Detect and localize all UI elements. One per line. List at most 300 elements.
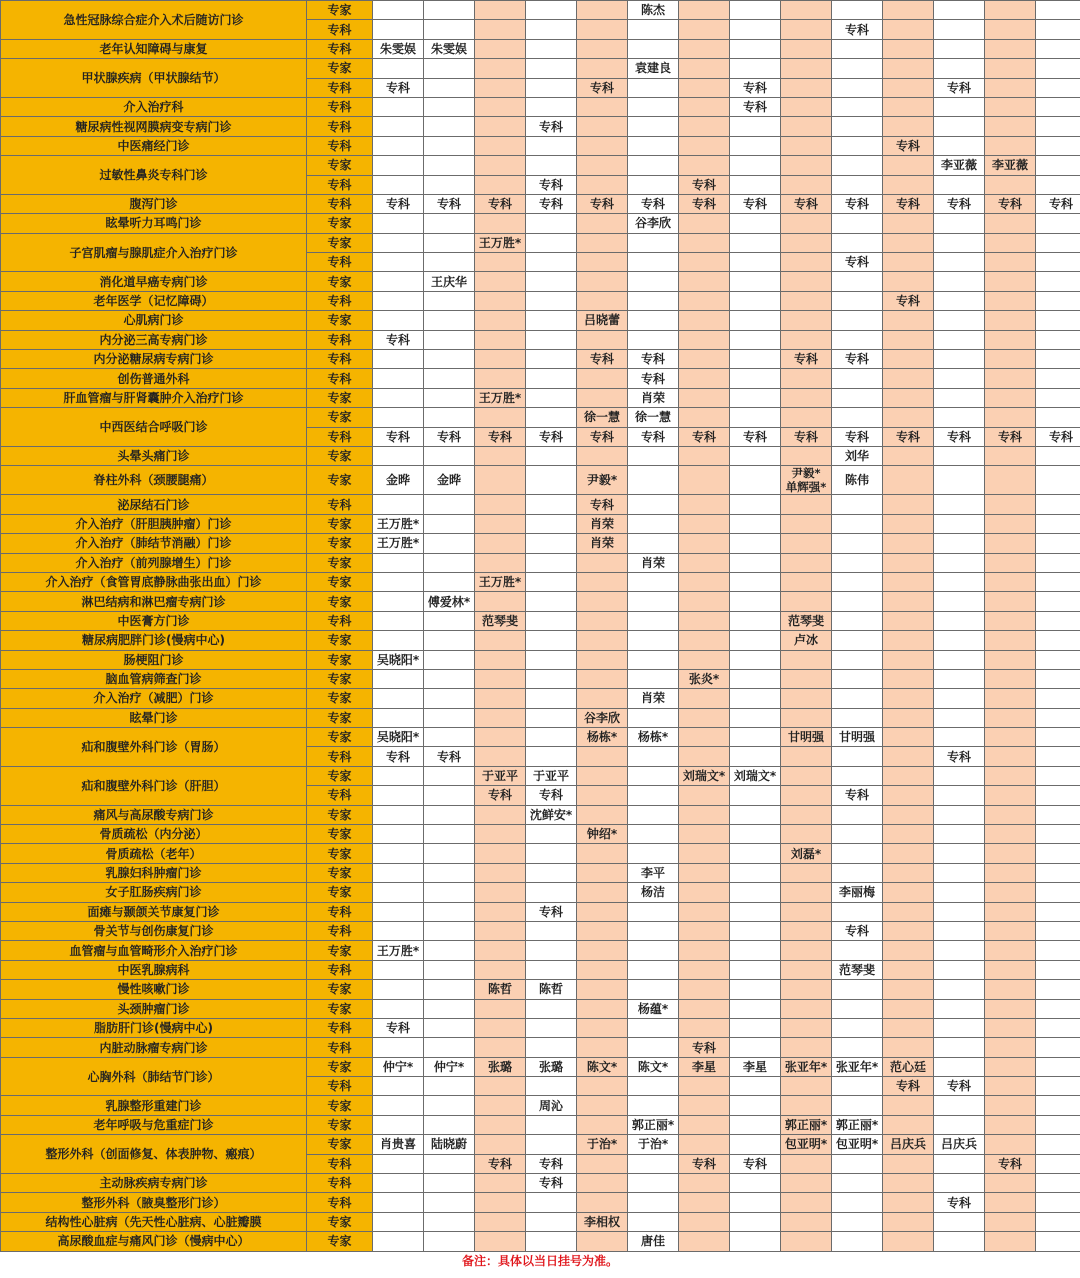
schedule-cell <box>577 1232 628 1251</box>
schedule-cell <box>730 689 781 708</box>
schedule-cell <box>577 941 628 960</box>
table-row <box>1 1038 1080 1057</box>
schedule-cell <box>577 572 628 591</box>
schedule-cell <box>781 233 832 252</box>
schedule-cell <box>577 388 628 407</box>
schedule-cell <box>985 78 1036 97</box>
schedule-cell <box>424 233 475 252</box>
schedule-cell <box>985 59 1036 78</box>
department-name: 中医膏方门诊 <box>1 611 307 630</box>
schedule-cell <box>781 863 832 882</box>
table-row <box>1 728 1080 747</box>
schedule-cell <box>526 572 577 591</box>
schedule-cell <box>373 1096 424 1115</box>
schedule-cell <box>730 805 781 824</box>
schedule-cell: 于亚平 <box>526 766 577 785</box>
department-name: 中医乳腺病科 <box>1 960 307 979</box>
schedule-cell <box>475 844 526 863</box>
schedule-cell <box>832 78 883 97</box>
schedule-cell <box>373 980 424 999</box>
schedule-cell: 张亚年* <box>781 1057 832 1076</box>
schedule-cell: 沈鲜安* <box>526 805 577 824</box>
schedule-cell: 专科 <box>883 427 934 446</box>
schedule-cell <box>526 446 577 465</box>
schedule-cell <box>781 902 832 921</box>
schedule-cell <box>526 408 577 427</box>
schedule-cell <box>883 592 934 611</box>
schedule-cell <box>1036 1212 1080 1231</box>
table-row <box>1 59 1080 78</box>
schedule-cell: 专科 <box>985 194 1036 213</box>
schedule-cell <box>781 388 832 407</box>
schedule-cell <box>679 883 730 902</box>
schedule-cell <box>934 291 985 310</box>
schedule-cell <box>832 330 883 349</box>
schedule-cell <box>781 825 832 844</box>
table-row <box>1 1115 1080 1134</box>
schedule-cell <box>985 350 1036 369</box>
schedule-cell <box>1036 214 1080 233</box>
schedule-cell <box>373 689 424 708</box>
schedule-cell <box>628 844 679 863</box>
schedule-cell <box>934 233 985 252</box>
schedule-cell: 专科 <box>934 427 985 446</box>
table-row <box>1 369 1080 388</box>
schedule-cell <box>832 136 883 155</box>
schedule-cell: 专科 <box>373 194 424 213</box>
schedule-cell <box>475 805 526 824</box>
clinic-type: 专家 <box>307 980 373 999</box>
schedule-cell <box>373 1038 424 1057</box>
schedule-cell <box>1036 611 1080 630</box>
schedule-cell <box>475 466 526 495</box>
schedule-cell <box>730 350 781 369</box>
schedule-cell <box>526 330 577 349</box>
schedule-cell <box>424 1 475 20</box>
department-name: 子宫肌瘤与腺肌症介入治疗门诊 <box>1 233 307 272</box>
schedule-cell <box>883 960 934 979</box>
schedule-cell <box>424 1115 475 1134</box>
schedule-cell <box>679 786 730 805</box>
schedule-cell <box>526 136 577 155</box>
schedule-cell <box>883 786 934 805</box>
schedule-cell <box>679 1135 730 1154</box>
schedule-cell <box>373 408 424 427</box>
schedule-cell <box>934 311 985 330</box>
schedule-cell <box>985 534 1036 553</box>
schedule-cell <box>679 650 730 669</box>
schedule-cell <box>883 272 934 291</box>
schedule-cell: 专科 <box>475 194 526 213</box>
schedule-cell <box>832 1096 883 1115</box>
schedule-cell <box>730 311 781 330</box>
schedule-cell <box>577 631 628 650</box>
schedule-cell <box>526 39 577 58</box>
schedule-cell: 李亚薇 <box>934 156 985 175</box>
clinic-type: 专科 <box>307 960 373 979</box>
schedule-cell: 唐佳 <box>628 1232 679 1251</box>
schedule-cell <box>1036 650 1080 669</box>
clinic-type: 专科 <box>307 291 373 310</box>
clinic-type: 专家 <box>307 941 373 960</box>
schedule-cell <box>781 78 832 97</box>
schedule-cell <box>373 708 424 727</box>
schedule-cell <box>577 1 628 20</box>
schedule-cell: 张亚年* <box>832 1057 883 1076</box>
schedule-cell <box>781 291 832 310</box>
schedule-cell <box>1036 446 1080 465</box>
department-name: 骨质疏松（老年） <box>1 844 307 863</box>
schedule-cell: 袁建良 <box>628 59 679 78</box>
clinic-type: 专家 <box>307 728 373 747</box>
schedule-cell <box>730 669 781 688</box>
schedule-cell <box>526 669 577 688</box>
schedule-cell <box>934 495 985 514</box>
schedule-cell <box>679 825 730 844</box>
schedule-cell: 陈杰 <box>628 1 679 20</box>
schedule-cell <box>526 941 577 960</box>
schedule-cell <box>628 514 679 533</box>
schedule-cell <box>475 1193 526 1212</box>
schedule-cell: 专科 <box>934 1077 985 1096</box>
schedule-cell <box>985 514 1036 533</box>
schedule-cell: 杨洁 <box>628 883 679 902</box>
schedule-cell <box>730 233 781 252</box>
schedule-cell: 仲宁* <box>373 1057 424 1076</box>
schedule-cell <box>526 534 577 553</box>
schedule-cell <box>730 1038 781 1057</box>
schedule-cell <box>883 572 934 591</box>
schedule-cell <box>730 1212 781 1231</box>
clinic-type: 专家 <box>307 388 373 407</box>
schedule-cell <box>526 747 577 766</box>
schedule-cell <box>730 902 781 921</box>
schedule-cell <box>1036 253 1080 272</box>
schedule-cell <box>883 1193 934 1212</box>
schedule-cell <box>934 708 985 727</box>
schedule-cell <box>934 1038 985 1057</box>
schedule-cell <box>730 553 781 572</box>
department-name: 创伤普通外科 <box>1 369 307 388</box>
schedule-cell <box>628 941 679 960</box>
schedule-cell <box>883 214 934 233</box>
schedule-cell <box>781 766 832 785</box>
schedule-cell <box>985 233 1036 252</box>
schedule-cell <box>679 39 730 58</box>
schedule-cell <box>628 611 679 630</box>
schedule-cell <box>475 272 526 291</box>
schedule-cell <box>883 253 934 272</box>
schedule-cell <box>679 408 730 427</box>
schedule-cell <box>526 553 577 572</box>
table-row <box>1 999 1080 1018</box>
schedule-cell <box>679 117 730 136</box>
schedule-cell: 专科 <box>628 427 679 446</box>
schedule-cell <box>781 883 832 902</box>
schedule-cell <box>781 1232 832 1251</box>
clinic-type: 专科 <box>307 1018 373 1037</box>
schedule-cell <box>373 805 424 824</box>
schedule-cell <box>424 388 475 407</box>
department-name: 甲状腺疾病（甲状腺结节） <box>1 59 307 98</box>
schedule-cell <box>934 1018 985 1037</box>
clinic-type: 专家 <box>307 669 373 688</box>
schedule-cell: 王万胜* <box>475 388 526 407</box>
schedule-cell <box>577 844 628 863</box>
schedule-cell <box>934 136 985 155</box>
schedule-cell <box>373 669 424 688</box>
schedule-cell <box>832 495 883 514</box>
schedule-cell <box>577 902 628 921</box>
schedule-cell <box>424 369 475 388</box>
schedule-cell: 专科 <box>424 427 475 446</box>
schedule-cell <box>1036 97 1080 116</box>
schedule-cell <box>679 446 730 465</box>
schedule-cell <box>985 311 1036 330</box>
schedule-cell <box>526 960 577 979</box>
table-row <box>1 214 1080 233</box>
schedule-cell <box>934 1232 985 1251</box>
schedule-cell <box>424 1232 475 1251</box>
schedule-cell <box>424 495 475 514</box>
schedule-cell <box>985 1057 1036 1076</box>
schedule-cell <box>832 1 883 20</box>
schedule-cell <box>832 592 883 611</box>
schedule-cell: 肖荣 <box>628 553 679 572</box>
schedule-cell <box>781 136 832 155</box>
schedule-cell <box>985 766 1036 785</box>
schedule-cell <box>985 97 1036 116</box>
schedule-cell: 专科 <box>424 194 475 213</box>
schedule-cell <box>934 39 985 58</box>
schedule-cell <box>475 1018 526 1037</box>
table-row <box>1 1174 1080 1193</box>
schedule-cell: 范琴斐 <box>781 611 832 630</box>
schedule-cell <box>832 1174 883 1193</box>
schedule-cell <box>934 369 985 388</box>
schedule-cell <box>526 631 577 650</box>
schedule-cell <box>424 999 475 1018</box>
schedule-cell <box>883 728 934 747</box>
schedule-cell <box>883 233 934 252</box>
schedule-cell <box>730 747 781 766</box>
department-name: 老年呼吸与危重症门诊 <box>1 1115 307 1134</box>
clinic-type: 专家 <box>307 825 373 844</box>
schedule-cell <box>679 553 730 572</box>
schedule-cell <box>1036 708 1080 727</box>
table-row <box>1 941 1080 960</box>
schedule-cell <box>628 1096 679 1115</box>
schedule-cell <box>832 39 883 58</box>
clinic-type: 专家 <box>307 408 373 427</box>
schedule-cell <box>424 330 475 349</box>
schedule-cell <box>628 1193 679 1212</box>
schedule-cell <box>1036 572 1080 591</box>
schedule-cell: 吕晓蕾 <box>577 311 628 330</box>
schedule-cell <box>628 253 679 272</box>
schedule-cell: 李丽梅 <box>832 883 883 902</box>
schedule-cell <box>934 902 985 921</box>
schedule-cell <box>985 1018 1036 1037</box>
schedule-cell: 专科 <box>781 194 832 213</box>
schedule-cell <box>577 136 628 155</box>
table-row <box>1 960 1080 979</box>
schedule-cell <box>475 1077 526 1096</box>
clinic-type: 专家 <box>307 1135 373 1154</box>
schedule-cell <box>577 611 628 630</box>
schedule-cell <box>934 786 985 805</box>
schedule-cell <box>883 708 934 727</box>
schedule-cell <box>628 1018 679 1037</box>
schedule-cell <box>679 1174 730 1193</box>
schedule-cell <box>373 291 424 310</box>
schedule-cell <box>679 1115 730 1134</box>
table-row <box>1 39 1080 58</box>
schedule-cell <box>424 117 475 136</box>
schedule-cell <box>781 39 832 58</box>
schedule-cell: 专科 <box>730 1154 781 1173</box>
schedule-cell <box>883 78 934 97</box>
schedule-cell <box>1036 631 1080 650</box>
schedule-cell <box>577 650 628 669</box>
schedule-cell <box>577 1096 628 1115</box>
schedule-cell: 张炎* <box>679 669 730 688</box>
schedule-cell: 专科 <box>526 786 577 805</box>
schedule-cell <box>985 941 1036 960</box>
schedule-cell <box>679 728 730 747</box>
schedule-cell <box>577 669 628 688</box>
schedule-cell <box>526 592 577 611</box>
schedule-cell <box>424 825 475 844</box>
schedule-cell: 刘瑞文* <box>730 766 781 785</box>
schedule-cell <box>934 592 985 611</box>
clinic-type: 专家 <box>307 1 373 20</box>
clinic-type: 专科 <box>307 253 373 272</box>
schedule-cell <box>985 883 1036 902</box>
table-row <box>1 844 1080 863</box>
schedule-cell <box>1036 466 1080 495</box>
department-name: 内脏动脉瘤专病门诊 <box>1 1038 307 1057</box>
schedule-cell: 刘华 <box>832 446 883 465</box>
schedule-cell <box>577 39 628 58</box>
schedule-cell <box>475 175 526 194</box>
clinic-type: 专家 <box>307 1115 373 1134</box>
schedule-cell <box>730 291 781 310</box>
schedule-cell: 朱雯娱 <box>373 39 424 58</box>
clinic-type: 专科 <box>307 1154 373 1173</box>
schedule-cell <box>577 689 628 708</box>
schedule-cell <box>985 1038 1036 1057</box>
department-name: 腹泻门诊 <box>1 194 307 213</box>
schedule-cell <box>526 1135 577 1154</box>
schedule-cell <box>985 495 1036 514</box>
schedule-cell <box>475 350 526 369</box>
schedule-cell <box>781 592 832 611</box>
schedule-cell <box>577 1115 628 1134</box>
table-row <box>1 97 1080 116</box>
schedule-cell: 吕庆兵 <box>934 1135 985 1154</box>
schedule-cell <box>934 863 985 882</box>
clinic-type: 专科 <box>307 350 373 369</box>
clinic-type: 专家 <box>307 708 373 727</box>
schedule-cell <box>883 902 934 921</box>
department-name: 中医痛经门诊 <box>1 136 307 155</box>
table-row <box>1 534 1080 553</box>
department-name: 急性冠脉综合症介入术后随访门诊 <box>1 1 307 40</box>
schedule-cell <box>832 941 883 960</box>
schedule-cell: 杨蕴* <box>628 999 679 1018</box>
schedule-cell <box>832 1193 883 1212</box>
schedule-cell <box>373 311 424 330</box>
schedule-cell <box>883 669 934 688</box>
schedule-cell <box>985 1232 1036 1251</box>
schedule-cell <box>628 669 679 688</box>
schedule-cell: 仲宁* <box>424 1057 475 1076</box>
table-row <box>1 766 1080 785</box>
schedule-cell <box>781 311 832 330</box>
schedule-cell <box>577 921 628 940</box>
schedule-cell <box>1036 311 1080 330</box>
table-row <box>1 466 1080 495</box>
clinic-type: 专家 <box>307 466 373 495</box>
schedule-cell <box>832 156 883 175</box>
schedule-cell <box>730 844 781 863</box>
schedule-cell <box>883 156 934 175</box>
schedule-cell <box>424 59 475 78</box>
schedule-cell <box>475 214 526 233</box>
schedule-cell: 专科 <box>577 194 628 213</box>
schedule-cell <box>577 253 628 272</box>
schedule-cell <box>832 388 883 407</box>
schedule-cell <box>628 960 679 979</box>
schedule-cell <box>526 311 577 330</box>
clinic-type: 专家 <box>307 572 373 591</box>
schedule-cell <box>628 631 679 650</box>
schedule-cell <box>832 844 883 863</box>
schedule-cell <box>577 1174 628 1193</box>
schedule-cell <box>679 708 730 727</box>
schedule-cell <box>883 747 934 766</box>
schedule-cell <box>424 175 475 194</box>
schedule-cell: 陆晓蔚 <box>424 1135 475 1154</box>
schedule-cell <box>730 272 781 291</box>
schedule-cell <box>628 156 679 175</box>
schedule-cell <box>424 156 475 175</box>
schedule-cell <box>730 136 781 155</box>
schedule-cell: 专科 <box>883 291 934 310</box>
schedule-cell <box>475 1096 526 1115</box>
schedule-cell <box>985 960 1036 979</box>
schedule-cell <box>934 883 985 902</box>
schedule-cell <box>985 825 1036 844</box>
schedule-cell <box>526 1115 577 1134</box>
schedule-cell: 专科 <box>985 1154 1036 1173</box>
schedule-cell <box>730 1 781 20</box>
schedule-cell <box>373 921 424 940</box>
department-name: 疝和腹壁外科门诊（胃肠） <box>1 728 307 767</box>
schedule-cell <box>628 747 679 766</box>
schedule-cell: 周沁 <box>526 1096 577 1115</box>
schedule-cell <box>883 1 934 20</box>
schedule-cell <box>832 572 883 591</box>
schedule-cell <box>934 97 985 116</box>
schedule-cell: 朱雯娱 <box>424 39 475 58</box>
schedule-cell <box>679 572 730 591</box>
table-row <box>1 825 1080 844</box>
department-name: 高尿酸血症与痛风门诊（慢病中心） <box>1 1232 307 1251</box>
schedule-cell: 谷李欣 <box>628 214 679 233</box>
table-row <box>1 1232 1080 1251</box>
